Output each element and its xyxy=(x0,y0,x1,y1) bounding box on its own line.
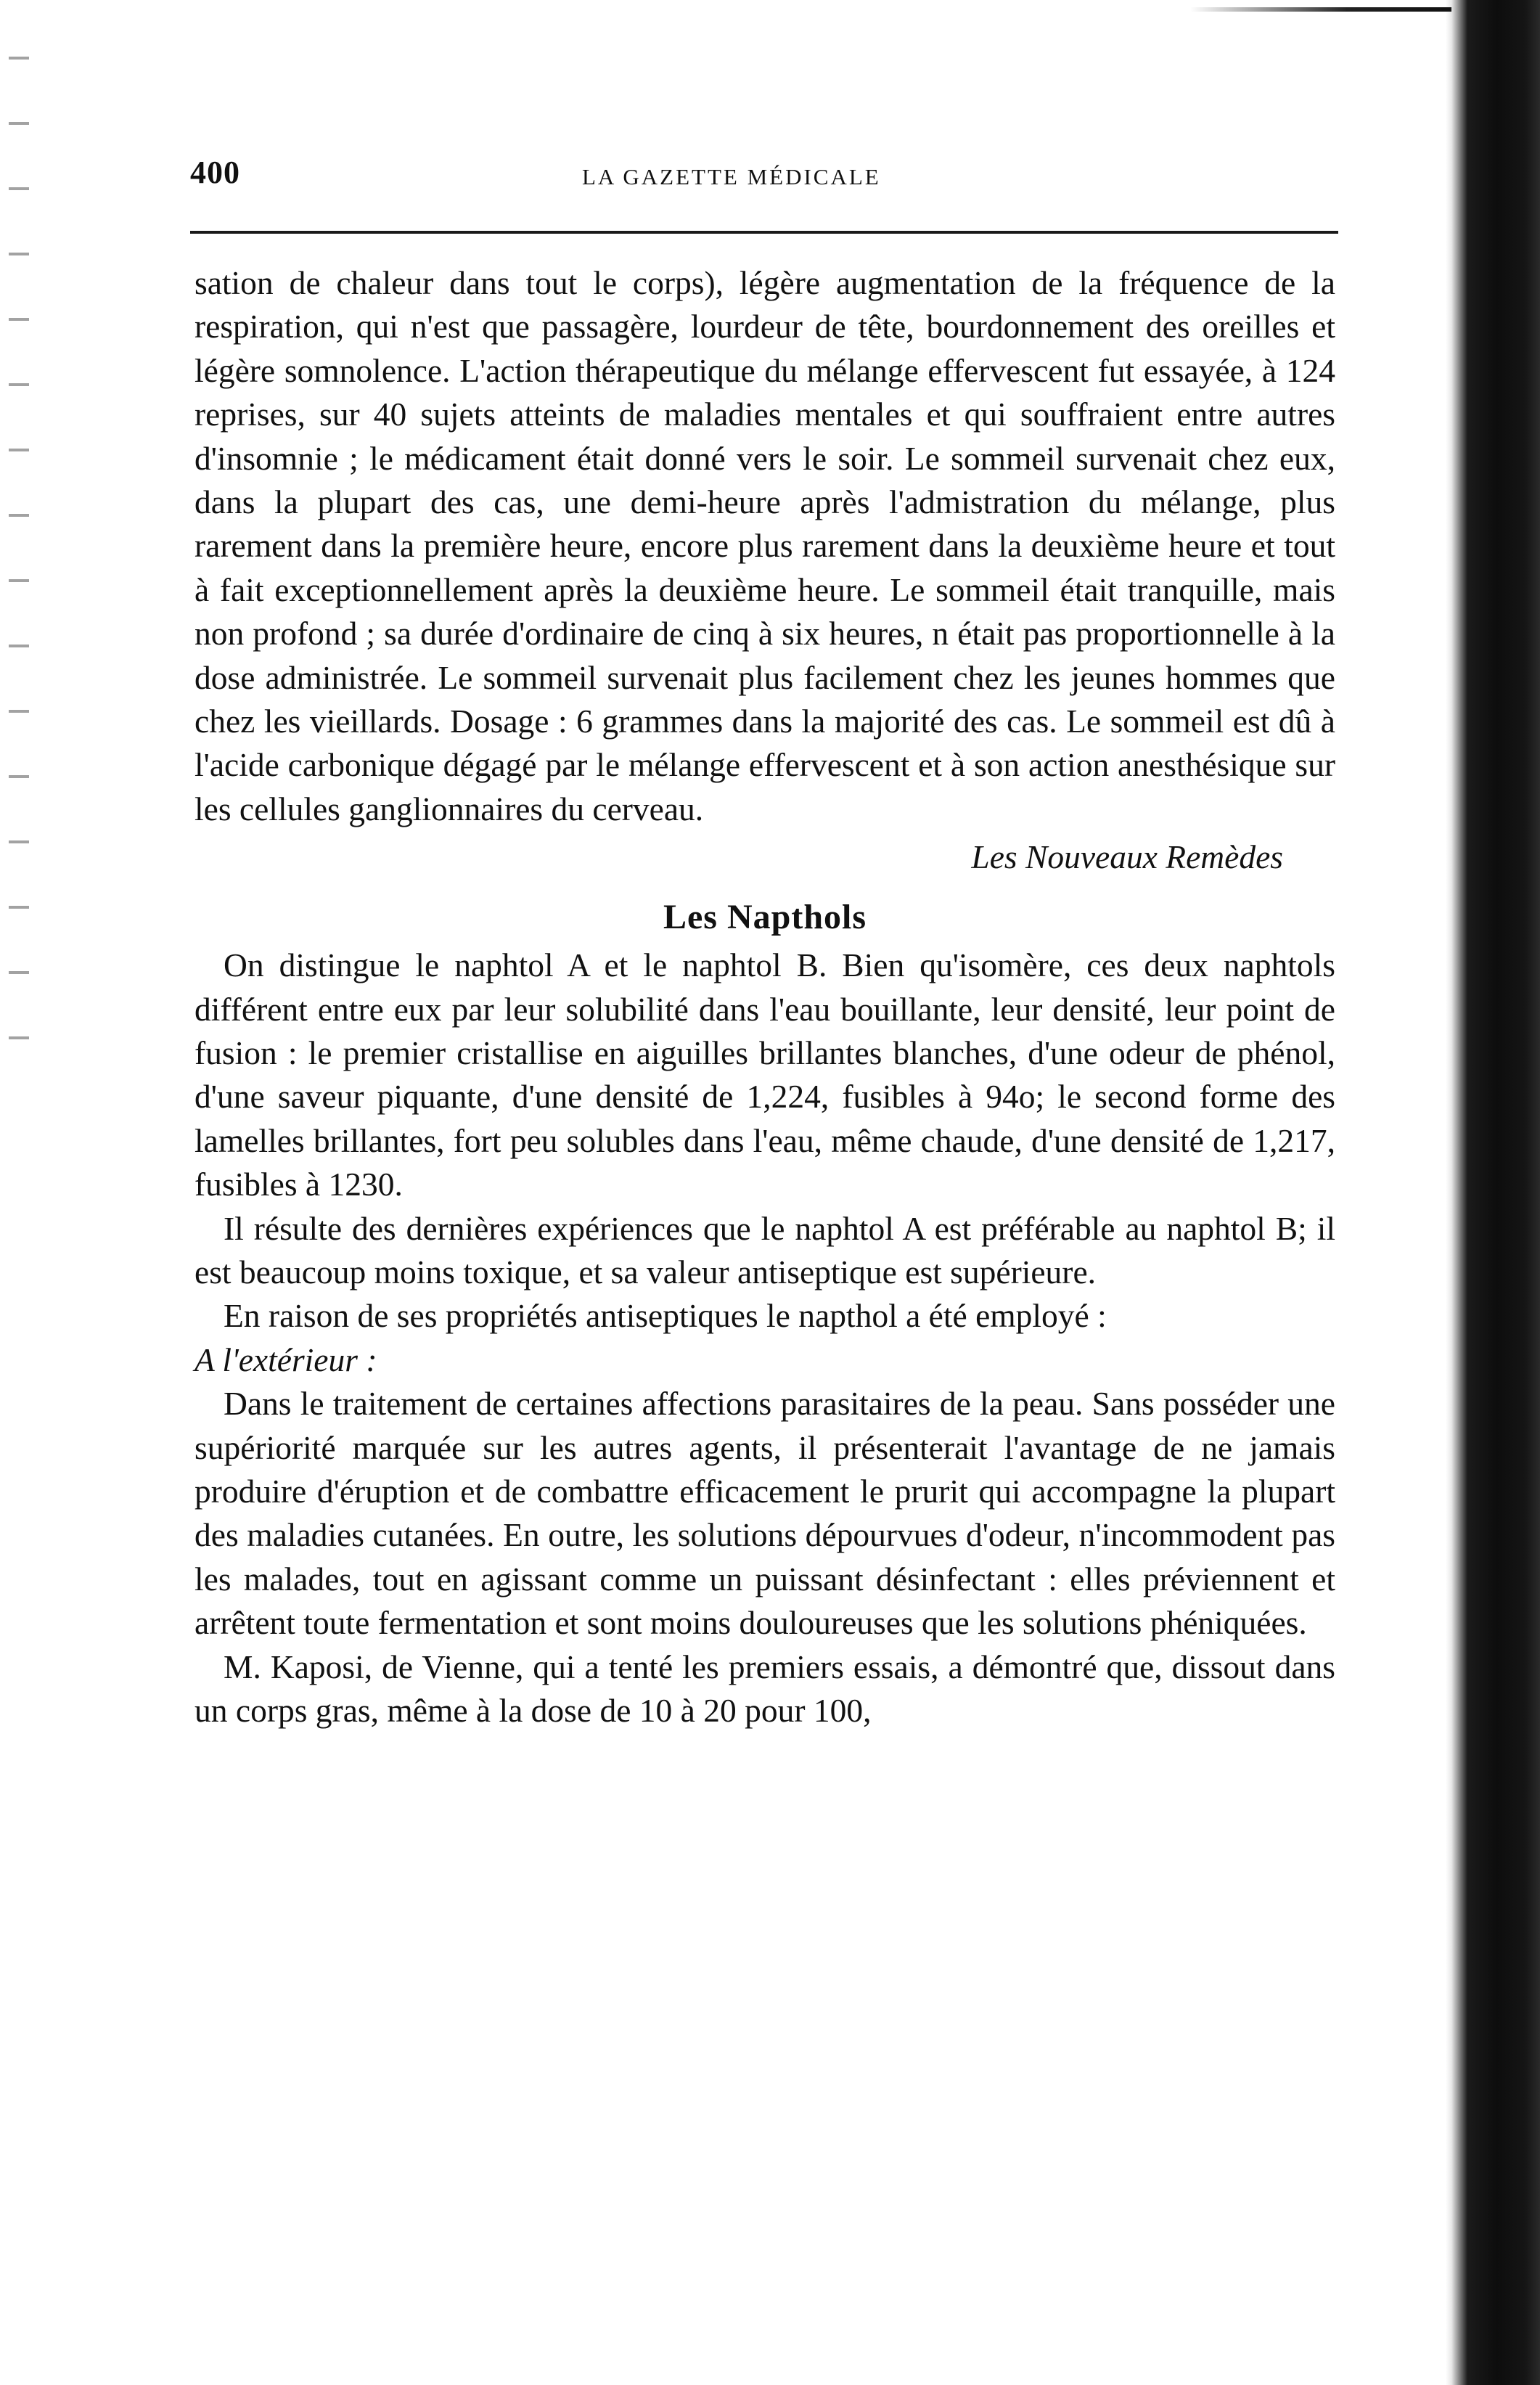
page-edge-top-shadow xyxy=(1190,7,1451,12)
paragraph: On distingue le naphtol A et le naphtol B. Bien qu'isomère, ces deux naphtols différent entre eux par leur solubilité dans l'eau bouillante, leur densité, leur point de fusion : le premier cristallise en aiguilles brillantes blanches, d'une odeur de phénol, d'une saveur piquante, d'une densité de 1,224, fusibles à 94o; le second forme des lamelles brillantes, fort peu solubles dans l'eau, même chaude, d'une densité de 1,217, fusibles à 1230. xyxy=(194,946,1335,1203)
section-title: Les Napthols xyxy=(663,897,867,936)
source-attribution: Les Nouveaux Remèdes xyxy=(971,838,1283,876)
left-margin-speckle xyxy=(9,29,29,1045)
paragraph-continuation: sation de chaleur dans tout le corps), légère augmentation de la fréquence de la respiration, qui n'est que passagère, lourdeur de tête, bourdonnement des oreilles et légère somnolence. L'action thérapeutique du mélange effervescent fut essayée, à 124 reprises, sur 40 sujets atteints de maladies mentales et qui souffraient entre autres d'insomnie ; le médicament était donné vers le soir. Le sommeil survenait chez eux, dans la plupart des cas, une demi-heure après l'admistration du mélange, plus rarement dans la première heure, encore plus rarement dans la deuxième heure et tout à fait exceptionnellement après la deuxième heure. Le sommeil était tranquille, mais non profond ; sa durée d'ordinaire de cinq à six heures, n était pas proportionnelle à la dose administrée. Le sommeil survenait plus facilement chez les jeunes hommes que chez les vieillards. Dosage : 6 grammes dans la majorité des cas. Le sommeil est dû à l'acide carbonique dégagé par le mélange effervescent et à son action anesthésique sur les cellules ganglionnaires du cerveau. xyxy=(194,264,1335,827)
paragraph: En raison de ses propriétés antiseptiques le napthol a été employé : xyxy=(224,1297,1107,1335)
subheading: A l'extérieur : xyxy=(194,1341,377,1378)
paragraph: Il résulte des dernières expériences que le naphtol A est préférable au naphtol B; il est beaucoup moins toxique, et sa valeur antiseptique est supérieure. xyxy=(194,1209,1335,1290)
page-edge-shadow xyxy=(1446,0,1540,2385)
article-body xyxy=(194,261,1335,1732)
page-number: 400 xyxy=(190,155,240,190)
paragraph: M. Kaposi, de Vienne, qui a tenté les premiers essais, a démontré que, dissout dans un corps gras, même à la dose de 10 à 20 pour 100, xyxy=(194,1648,1335,1729)
page-header xyxy=(190,154,1330,205)
header-rule xyxy=(190,231,1338,234)
running-title: LA GAZETTE MÉDICALE xyxy=(582,164,881,189)
paragraph: Dans le traitement de certaines affections parasitaires de la peau. Sans posséder une supériorité marquée sur les autres agents, il présenterait l'avantage de ne jamais produire d'éruption et de combattre efficacement le prurit qui accompagne la plupart des maladies cutanées. En outre, les solutions dépourvues d'odeur, n'incommodent pas les malades, tout en agissant comme un puissant désinfectant : elles préviennent et arrêtent toute fermentation et sont moins douloureuses que les solutions phéniquées. xyxy=(194,1385,1335,1642)
